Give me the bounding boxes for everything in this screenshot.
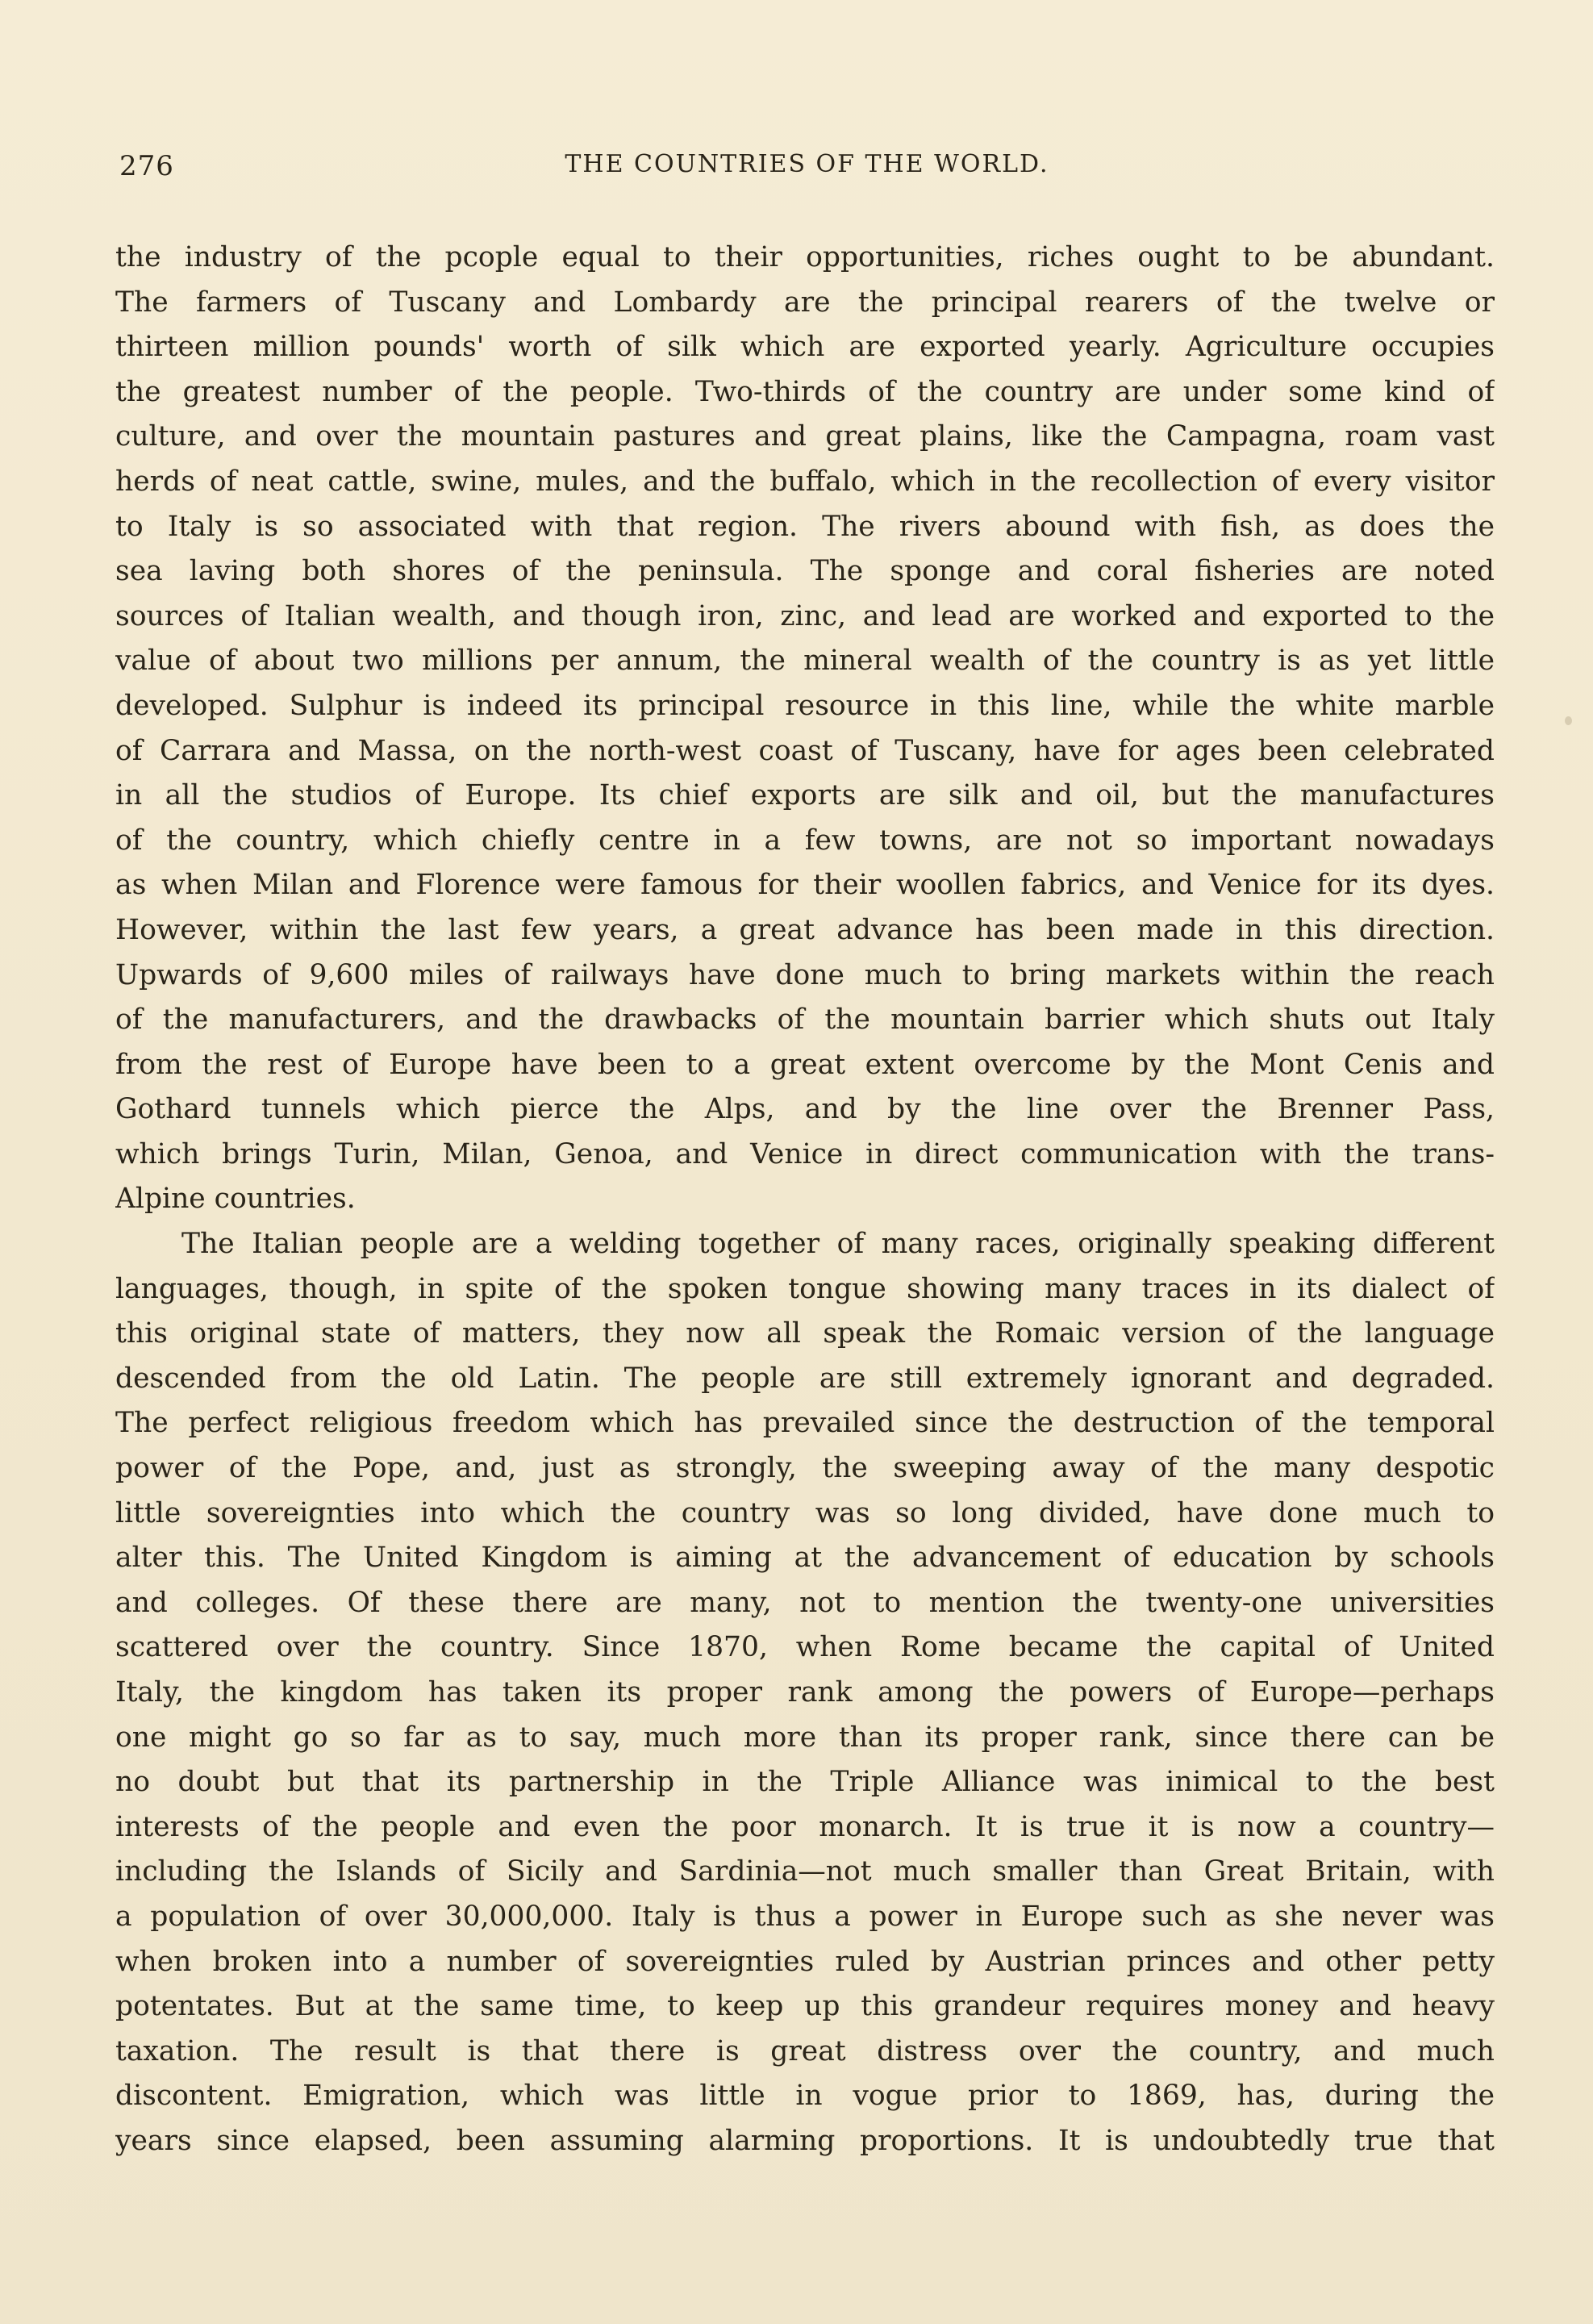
text-line: power of the Pope, and, just as strongly, the sweeping away of the many despotic (115, 1452, 1495, 1485)
text-line: potentates. But at the same time, to keep up this grandeur requires money and heavy (115, 1990, 1495, 2023)
body-text (115, 236, 1495, 2164)
text-line: descended from the old Latin. The people are still extremely ignorant and degraded. (115, 1362, 1495, 1395)
running-title: THE COUNTRIES OF THE WORLD. (565, 150, 1049, 178)
text-line: in all the studios of Europe. Its chief exports are silk and oil, but the manufactures (115, 779, 1495, 812)
text-line: no doubt but that its partnership in the Triple Alliance was inimical to the best (115, 1766, 1495, 1799)
text-line: when broken into a number of sovereignties ruled by Austrian princes and other petty (115, 1945, 1495, 1978)
text-line: one might go so far as to say, much more than its proper rank, since there can be (115, 1721, 1495, 1754)
paragraph-end-line: Alpine countries. (115, 1183, 356, 1216)
text-line: Italy, the kingdom has taken its proper rank among the powers of Europe—perhaps (115, 1676, 1495, 1709)
text-line: from the rest of Europe have been to a great extent overcome by the Mont Cenis and (115, 1048, 1495, 1081)
text-line: developed. Sulphur is indeed its principal resource in this line, while the white marble (115, 689, 1495, 722)
page-number: 276 (119, 150, 174, 182)
text-line: culture, and over the mountain pastures and great plains, like the Campagna, roam vast (115, 420, 1495, 453)
text-line: sea laving both shores of the peninsula. The sponge and coral fisheries are noted (115, 555, 1495, 588)
text-line: as when Milan and Florence were famous for their woollen fabrics, and Venice for its dyes. (115, 869, 1495, 902)
page-header (119, 150, 1495, 186)
text-line: However, within the last few years, a great advance has been made in this direction. (115, 913, 1495, 946)
text-line: of the manufacturers, and the drawbacks of the mountain barrier which shuts out Italy (115, 1003, 1495, 1037)
text-line: to Italy is so associated with that region. The rivers abound with fish, as does the (115, 510, 1495, 543)
text-line: Upwards of 9,600 miles of railways have done much to bring markets within the reach (115, 958, 1495, 991)
text-line: discontent. Emigration, which was little in vogue prior to 1869, has, during the (115, 2080, 1495, 2113)
text-line: interests of the people and even the poor monarch. It is true it is now a country— (115, 1810, 1495, 1843)
text-line: sources of Italian wealth, and though iron, zinc, and lead are worked and exported to the (115, 599, 1495, 632)
paper-speck (1565, 716, 1572, 725)
text-line: and colleges. Of these there are many, not to mention the twenty-one universities (115, 1586, 1495, 1619)
text-line: including the Islands of Sicily and Sardinia—not much smaller than Great Britain, with (115, 1855, 1495, 1888)
text-line: Gothard tunnels which pierce the Alps, and by the line over the Brenner Pass, (115, 1093, 1495, 1126)
paragraph-start-line: The Italian people are a welding together of many races, originally speaking different (181, 1228, 1495, 1261)
text-line: the industry of the pcople equal to their opportunities, riches ought to be abundant. (115, 241, 1495, 273)
text-line: which brings Turin, Milan, Genoa, and Venice in direct communication with the trans- (115, 1137, 1495, 1170)
text-line: scattered over the country. Since 1870, when Rome became the capital of United (115, 1631, 1495, 1664)
text-line: of the country, which chiefly centre in a few towns, are not so important nowadays (115, 824, 1495, 857)
text-line: languages, though, in spite of the spoken tongue showing many traces in its dialect of (115, 1272, 1495, 1305)
text-line: years since elapsed, been assuming alarming proportions. It is undoubtedly true that (115, 2124, 1495, 2157)
text-line: little sovereignties into which the country was so long divided, have done much to (115, 1496, 1495, 1529)
text-line: value of about two millions per annum, the mineral wealth of the country is as yet little (115, 645, 1495, 678)
text-line: herds of neat cattle, swine, mules, and the buffalo, which in the recollection of every visitor (115, 465, 1495, 498)
text-line: The farmers of Tuscany and Lombardy are the principal rearers of the twelve or (115, 286, 1495, 319)
text-line: a population of over 30,000,000. Italy is thus a power in Europe such as she never was (115, 1900, 1495, 1933)
text-line: the greatest number of the people. Two-thirds of the country are under some kind of (115, 375, 1495, 408)
text-line: taxation. The result is that there is great distress over the country, and much (115, 2034, 1495, 2067)
text-line: alter this. The United Kingdom is aiming at the advancement of education by schools (115, 1542, 1495, 1575)
text-line: this original state of matters, they now all speak the Romaic version of the language (115, 1317, 1495, 1350)
text-line: of Carrara and Massa, on the north-west coast of Tuscany, have for ages been celebrated (115, 734, 1495, 767)
text-line: thirteen million pounds' worth of silk which are exported yearly. Agriculture occupies (115, 331, 1495, 364)
text-line: The perfect religious freedom which has prevailed since the destruction of the temporal (115, 1407, 1495, 1440)
